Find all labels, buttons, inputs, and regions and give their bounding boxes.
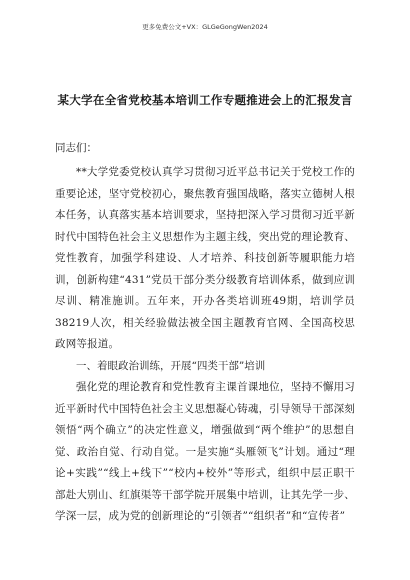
- section-paragraph: 强化党的理论教育和党性教育主课首课地位，坚持不懈用习近平新时代中国特色社会主义思想凝心铸魂，引导领导干部深刻领悟“两个确立”的决定性意义，增强做到“两个维护”的思想自觉、政治自觉、行动自觉。一是实施“头雁领飞”计划。通过“理论+实践”“线上+线下”“校内+校外”等形式，组织中层正职干部赴大别山、红旗渠等干部学院开展集中培训，让其先学一步、学深一层，成为党的创新理论的“引领者”“组织者”和“宣传者”: [55, 381, 355, 522]
- document-body: [55, 162, 355, 528]
- document-title: 某大学在全省党校基本培训工作专题推进会上的汇报发言: [57, 93, 353, 107]
- header-note: 更多免费公文+VX：GLGeGongWen2024: [142, 23, 268, 31]
- salutation: 同志们：: [55, 142, 97, 154]
- intro-paragraph: **大学党委党校认真学习贯彻习近平总书记关于党校工作的重要论述，坚守党校初心，聚焦教育强国战略，落实立德树人根本任务，认真落实基本培训要求，坚持把深入学习贯彻习近平新时代中国特色社会主义思想作为主题主线，突出党的理论教育、党性教育，加强学科建设、人才培养、科技创新等履职能力培训，创新构建“431”党员干部分类分级教育培训体系，做到应训尽训、精准施训。五年来，开办各类培训班49期，培训学员38219人次，相关经验做法被全国主题教育官网、全国高校思政网等报道。: [55, 166, 355, 350]
- section-heading: 一、着眼政治训练，开展“四类干部”培训: [76, 359, 266, 372]
